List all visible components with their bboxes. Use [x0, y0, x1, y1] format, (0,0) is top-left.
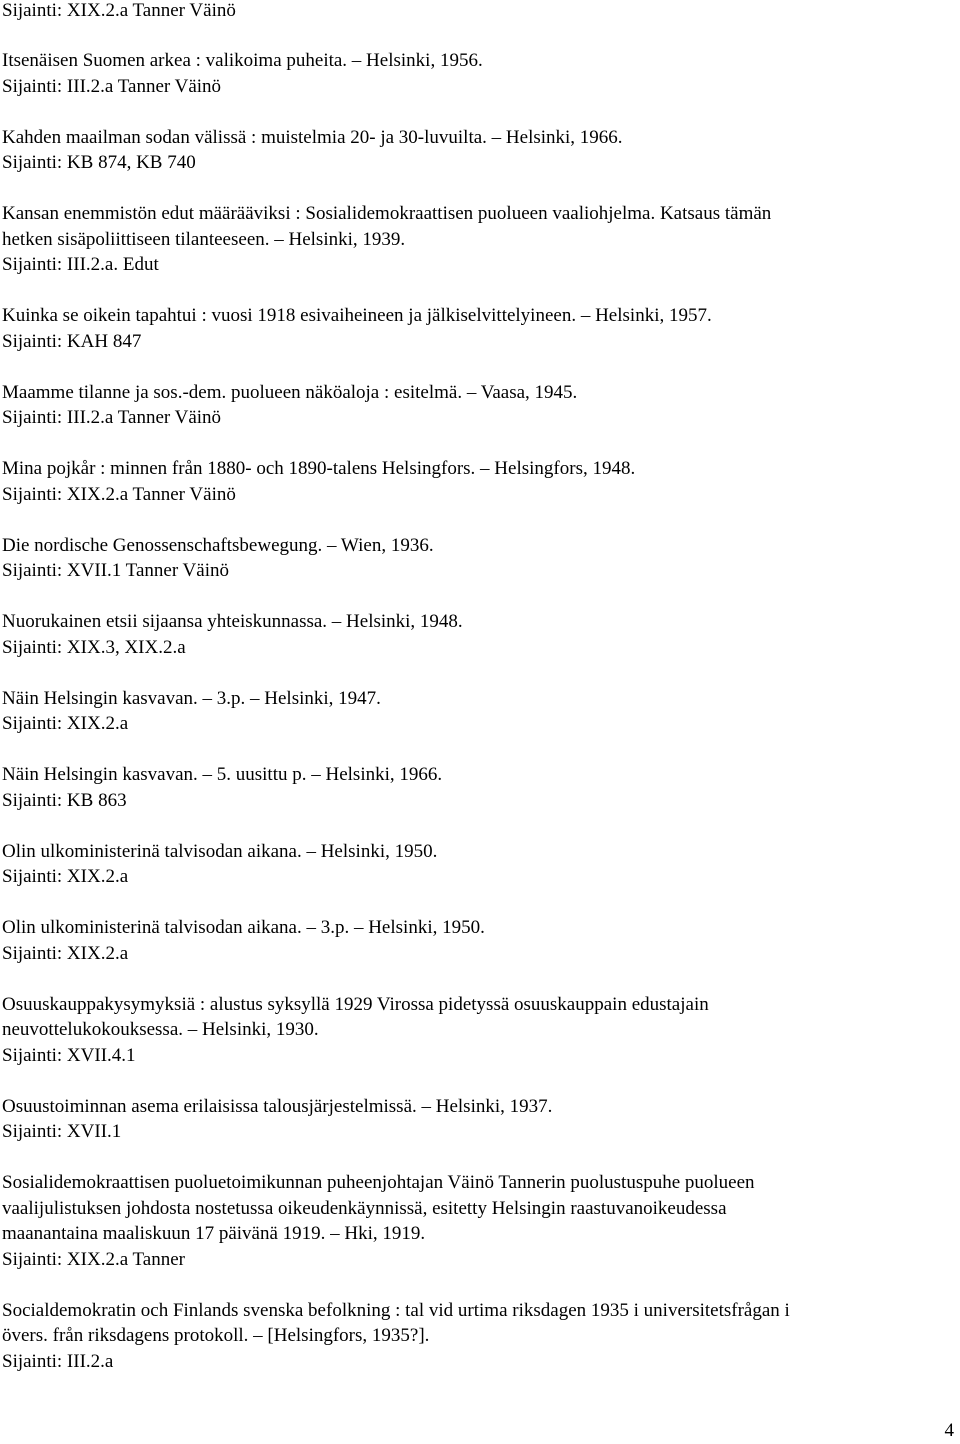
entry-location: Sijainti: KB 874, KB 740: [2, 152, 196, 173]
entry-location: Sijainti: KB 863: [2, 789, 127, 811]
bibliography-entry: [2, 686, 932, 737]
bibliography-entry: [2, 915, 932, 966]
entry-title: Näin Helsingin kasvavan. – 5. uusittu p. – Helsinki, 1966.: [2, 764, 443, 785]
entry-location: Sijainti: III.2.a Tanner Väinö: [2, 407, 222, 428]
bibliography-entry: [2, 1094, 932, 1145]
bibliography-entry: [2, 380, 932, 431]
entry-title: Kuinka se oikein tapahtui : vuosi 1918 esivaiheineen ja jälkiselvittelyineen. – Helsinki, 1957.: [2, 305, 712, 326]
bibliography-entry: [2, 609, 932, 660]
entry-location: Sijainti: XIX.2.a: [2, 866, 129, 887]
entry-title: Itsenäisen Suomen arkea : valikoima puheita. – Helsinki, 1956.: [2, 50, 483, 71]
entry-title: Olin ulkoministerinä talvisodan aikana. – Helsinki, 1950.: [2, 840, 438, 862]
top-location-text: Sijainti: XIX.2.a Tanner Väinö: [2, 0, 236, 21]
bibliography-entry: [2, 533, 932, 584]
entry-title: Osuustoiminnan asema erilaisissa talousjärjestelmissä. – Helsinki, 1937.: [2, 1095, 553, 1117]
bibliography-entry: [2, 303, 932, 354]
entry-title: Osuuskauppakysymyksiä : alustus syksyllä 1929 Virossa pidetyssä osuuskauppain edustajain neuvottelukokouksessa. – Helsinki, 1930.: [2, 993, 709, 1040]
entry-title: Olin ulkoministerinä talvisodan aikana. – 3.p. – Helsinki, 1950.: [2, 917, 485, 938]
bibliography-entry: [2, 992, 932, 1069]
bibliography-entry: [2, 762, 932, 813]
entry-location: Sijainti: XVII.1 Tanner Väinö: [2, 560, 229, 581]
entry-title: Nuorukainen etsii sijaansa yhteiskunnassa. – Helsinki, 1948.: [2, 611, 463, 632]
entry-location: Sijainti: XVII.1: [2, 1121, 122, 1142]
entry-title: Kansan enemmistön edut määrääviksi : Sosialidemokraattisen puolueen vaaliohjelma. Katsaus tämän hetken sisäpoliittiseen tilanteeseen. – Helsinki, 1939.: [2, 203, 772, 250]
entry-location: Sijainti: XIX.2.a: [2, 713, 129, 734]
entry-title: Maamme tilanne ja sos.-dem. puolueen näköaloja : esitelmä. – Vaasa, 1945.: [2, 381, 578, 403]
entry-location: Sijainti: III.2.a. Edut: [2, 254, 159, 275]
entry-title: Sosialidemokraattisen puoluetoimikunnan puheenjohtajan Väinö Tannerin puolustuspuhe puolueen vaalijulistuksen johdosta nostetussa oikeudenkäynnissä, esitetty Helsingin raastuvanoikeudessa maanantaina maaliskuun 17 päivänä 1919. – Hki, 1919.: [2, 1172, 755, 1244]
page-number: 4: [944, 1420, 954, 1441]
bibliography-entry: [2, 125, 932, 176]
entry-title: Socialdemokratin och Finlands svenska befolkning : tal vid urtima riksdagen 1935 i universitetsfrågan i övers. från riksdagens protokoll. – [Helsingfors, 1935?].: [2, 1299, 790, 1346]
entry-title: Näin Helsingin kasvavan. – 3.p. – Helsinki, 1947.: [2, 687, 381, 709]
entry-location: Sijainti: XIX.2.a Tanner Väinö: [2, 483, 236, 505]
entry-location: Sijainti: XVII.4.1: [2, 1044, 136, 1066]
entry-title: Kahden maailman sodan välissä : muistelmia 20- ja 30-luvuilta. – Helsinki, 1966.: [2, 126, 623, 148]
bibliography-entry: [2, 1298, 932, 1375]
entry-location: Sijainti: XIX.2.a Tanner: [2, 1248, 186, 1270]
bibliography-entry: [2, 456, 932, 507]
bibliography-entry: [2, 839, 932, 890]
entry-location: Sijainti: III.2.a: [2, 1350, 114, 1372]
entry-title: Die nordische Genossenschaftsbewegung. – Wien, 1936.: [2, 534, 434, 556]
bibliography-entry: [2, 1170, 932, 1272]
bibliography-list: [2, 48, 932, 1400]
bibliography-entry: [2, 48, 932, 99]
entry-location: Sijainti: III.2.a Tanner Väinö: [2, 75, 222, 97]
bibliography-entry: [2, 201, 932, 278]
entry-location: Sijainti: KAH 847: [2, 330, 142, 352]
entry-location: Sijainti: XIX.2.a: [2, 942, 129, 964]
entry-title: Mina pojkår : minnen från 1880- och 1890-talens Helsingfors. – Helsingfors, 1948.: [2, 458, 636, 479]
entry-location: Sijainti: XIX.3, XIX.2.a: [2, 636, 186, 658]
